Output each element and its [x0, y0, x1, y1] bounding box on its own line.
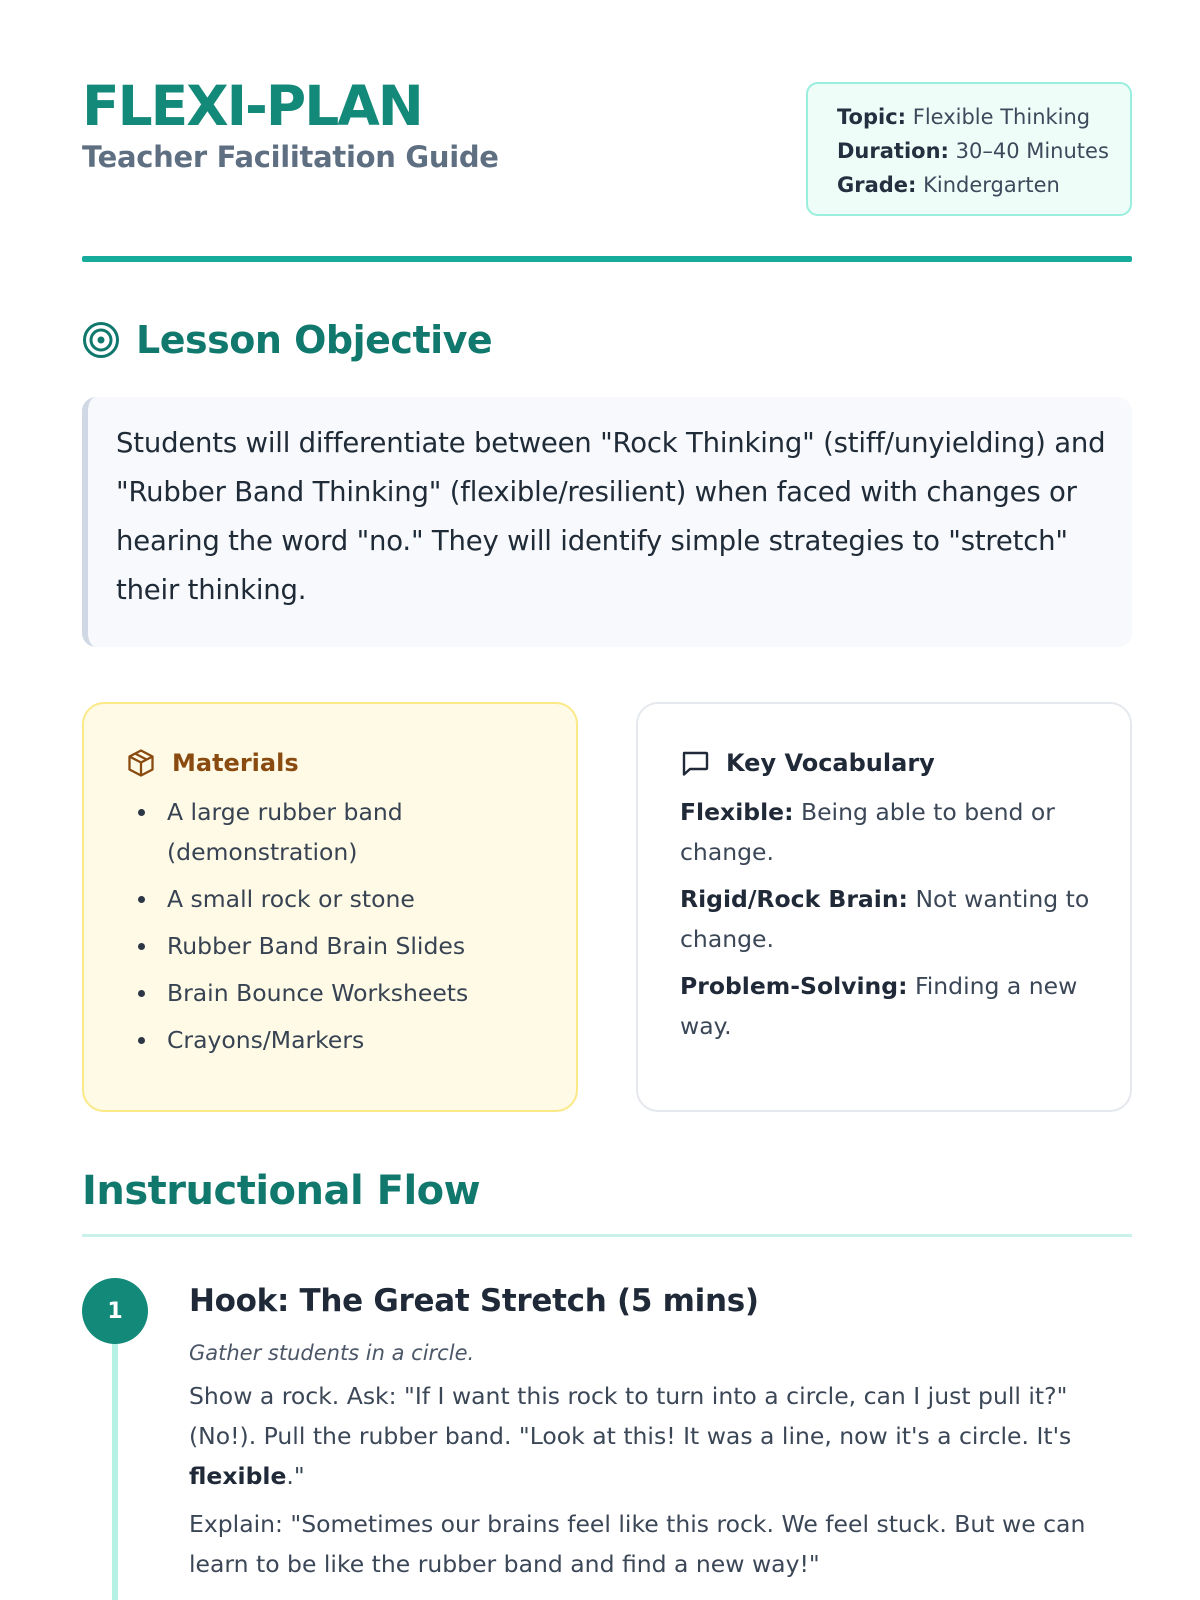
vocab-definition: Finding a new way. [680, 972, 1078, 1040]
list-item: Brain Bounce Worksheets [138, 973, 536, 1013]
materials-list [138, 792, 536, 1060]
list-item: Rubber Band Brain Slides [138, 926, 536, 966]
lesson-meta-box [806, 82, 1132, 216]
objective-title: Lesson Objective [136, 318, 493, 362]
vocabulary-heading [680, 748, 1090, 778]
box-icon [126, 748, 156, 778]
step-content [189, 1278, 1129, 1584]
target-icon [82, 321, 120, 359]
step-paragraph [189, 1376, 1129, 1496]
objective-box [82, 397, 1132, 647]
meta-topic-value: Flexible Thinking [912, 105, 1091, 129]
header [82, 74, 1132, 228]
materials-heading [126, 748, 536, 778]
vocab-term: Problem-Solving: [680, 972, 908, 1000]
meta-grade-value: Kindergarten [923, 173, 1060, 197]
flow-divider [82, 1234, 1132, 1237]
meta-duration [837, 134, 1130, 168]
meta-topic [837, 100, 1130, 134]
meta-duration-label: Duration: [837, 139, 949, 163]
meta-duration-value: 30–40 Minutes [955, 139, 1109, 163]
speech-bubble-icon [680, 748, 710, 778]
vocabulary-card [636, 702, 1132, 1112]
meta-grade [837, 168, 1130, 202]
meta-grade-label: Grade: [837, 173, 917, 197]
flow-title: Instructional Flow [82, 1168, 481, 1214]
list-item: A small rock or stone [138, 879, 536, 919]
list-item: Crayons/Markers [138, 1020, 536, 1060]
objective-heading [82, 318, 492, 362]
step-paragraph: Explain: "Sometimes our brains feel like this rock. We feel stuck. But we can learn to be like the rubber band and find a new way!" [189, 1510, 1086, 1578]
page-title: FLEXI-PLAN [82, 74, 422, 138]
brand [82, 74, 499, 174]
step-title: Hook: The Great Stretch (5 mins) [189, 1283, 759, 1319]
step-paragraph-text-end: ." [286, 1462, 305, 1490]
timeline-line [112, 1300, 118, 1600]
step-paragraph-text: Show a rock. Ask: "If I want this rock to turn into a circle, can I just pull it?" (No!). Pull the rubber band. "Look at this! It was a line, now it's a circle. It's [189, 1382, 1072, 1450]
step-number-badge: 1 [82, 1278, 148, 1344]
vocab-definition: Being able to bend or change. [680, 798, 1055, 866]
step-paragraph-bold: flexible [189, 1462, 287, 1490]
materials-card [82, 702, 578, 1112]
vocab-entry [680, 966, 1090, 1046]
vocab-entry [680, 792, 1090, 872]
list-item: A large rubber band (demonstration) [138, 792, 536, 872]
vocabulary-title: Key Vocabulary [726, 749, 935, 777]
header-divider [82, 256, 1132, 262]
page-subtitle: Teacher Facilitation Guide [82, 139, 499, 174]
vocab-term: Rigid/Rock Brain: [680, 885, 908, 913]
step-note: Gather students in a circle. [189, 1341, 475, 1365]
vocab-definition: Not wanting to change. [680, 885, 1090, 953]
vocab-entry [680, 879, 1090, 959]
meta-topic-label: Topic: [837, 105, 907, 129]
materials-title: Materials [172, 749, 299, 777]
vocab-term: Flexible: [680, 798, 794, 826]
objective-text: Students will differentiate between "Rock Thinking" (stiff/unyielding) and "Rubber Band Thinking" (flexible/resilient) when faced with changes or hearing the word "no." They will identify simple strategies to "stretch" their thinking. [116, 427, 1106, 606]
